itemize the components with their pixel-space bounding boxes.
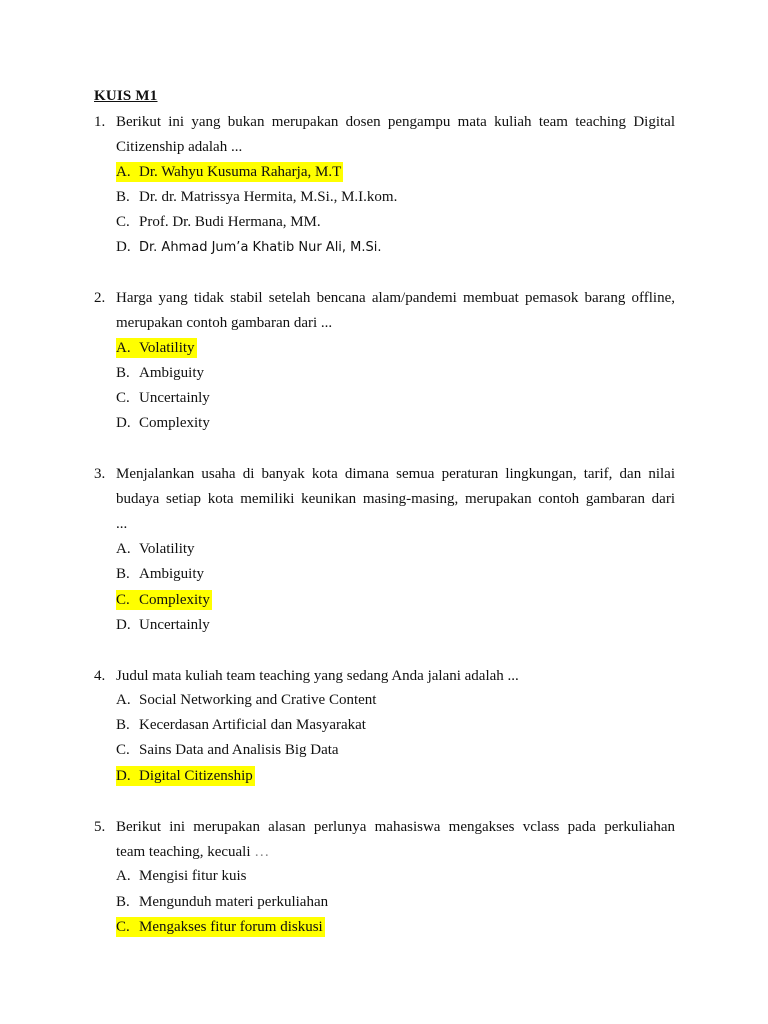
question-1-option-c	[116, 212, 321, 232]
question-5-text-line-2-main: team teaching, kecuali	[116, 844, 251, 860]
option-letter: D.	[116, 239, 131, 255]
question-4-option-b	[116, 715, 366, 735]
question-5-number: 5.	[94, 819, 106, 835]
question-5-option-c	[116, 917, 325, 937]
question-3-text-line-3: ...	[116, 516, 128, 532]
question-2-text-line-2: merupakan contoh gambaran dari ...	[116, 315, 333, 331]
question-1-option-b	[116, 187, 397, 207]
option-text: Complexity	[139, 415, 210, 431]
option-letter: A.	[116, 868, 131, 884]
option-letter: D.	[116, 415, 131, 431]
option-letter: A.	[116, 164, 131, 180]
question-2-text-line-1: Harga yang tidak stabil setelah bencana alam/pandemi membuat pemasok barang offline,	[116, 290, 675, 306]
option-text: Prof. Dr. Budi Hermana, MM.	[139, 214, 321, 230]
option-text: Sains Data and Analisis Big Data	[139, 742, 339, 758]
option-letter: C.	[116, 214, 130, 230]
option-letter: C.	[116, 919, 130, 935]
question-3-option-b	[116, 564, 204, 584]
option-text: Uncertainly	[139, 390, 210, 406]
option-letter: A.	[116, 692, 131, 708]
option-letter: B.	[116, 566, 130, 582]
question-2-option-a	[116, 338, 197, 358]
option-text: Dr. dr. Matrissya Hermita, M.Si., M.I.kom.	[139, 189, 398, 205]
option-letter: B.	[116, 189, 130, 205]
question-2-option-c	[116, 388, 210, 408]
question-1-text-line-1: Berikut ini yang bukan merupakan dosen pengampu mata kuliah team teaching Digital	[116, 114, 675, 130]
option-letter: D.	[116, 768, 131, 784]
question-1-option-a	[116, 162, 343, 182]
question-2-number: 2.	[94, 290, 106, 306]
option-letter: C.	[116, 592, 130, 608]
option-text: Ambiguity	[139, 566, 205, 582]
option-text: Digital Citizenship	[139, 768, 253, 784]
option-letter: C.	[116, 390, 130, 406]
question-4-number: 4.	[94, 668, 106, 684]
option-text: Dr. Ahmad Jum’a Khatib Nur Ali, M.Si.	[139, 240, 382, 255]
question-3-text-line-1: Menjalankan usaha di banyak kota dimana semua peraturan lingkungan, tarif, dan nilai	[116, 466, 675, 482]
question-2-option-d	[116, 413, 210, 433]
option-text: Ambiguity	[139, 365, 205, 381]
question-1-number: 1.	[94, 114, 106, 130]
option-letter: D.	[116, 617, 131, 633]
option-text: Dr. Wahyu Kusuma Raharja, M.T	[139, 164, 342, 180]
option-letter: B.	[116, 894, 130, 910]
option-letter: A.	[116, 340, 131, 356]
question-5-option-b	[116, 892, 328, 912]
question-3-option-c	[116, 590, 212, 610]
question-3-number: 3.	[94, 466, 106, 482]
option-text: Volatility	[139, 541, 195, 557]
option-letter: B.	[116, 365, 130, 381]
option-text: Mengunduh materi perkuliahan	[139, 894, 329, 910]
option-text: Social Networking and Crative Content	[139, 692, 377, 708]
question-4-option-c	[116, 740, 339, 760]
question-5-option-a	[116, 866, 247, 886]
option-text: Mengisi fitur kuis	[139, 868, 247, 884]
question-3-option-a	[116, 539, 195, 559]
option-letter: A.	[116, 541, 131, 557]
question-4-text-line-1: Judul mata kuliah team teaching yang sedang Anda jalani adalah ...	[116, 668, 519, 684]
question-5-text-line-2	[116, 842, 269, 862]
option-letter: C.	[116, 742, 130, 758]
option-text: Kecerdasan Artificial dan Masyarakat	[139, 717, 366, 733]
option-text: Uncertainly	[139, 617, 210, 633]
option-text: Volatility	[139, 340, 195, 356]
question-1-text-line-2: Citizenship adalah ...	[116, 139, 243, 155]
question-4-option-a	[116, 690, 376, 710]
option-letter: B.	[116, 717, 130, 733]
question-5-text-line-1: Berikut ini merupakan alasan perlunya mahasiswa mengakses vclass pada perkuliahan	[116, 819, 675, 835]
question-4-option-d	[116, 766, 255, 786]
option-text: Mengakses fitur forum diskusi	[139, 919, 323, 935]
question-1-option-d	[116, 237, 382, 258]
option-text: Complexity	[139, 592, 210, 608]
question-2-option-b	[116, 363, 204, 383]
question-5-ellipsis: …	[254, 844, 270, 860]
question-3-text-line-2: budaya setiap kota memiliki keunikan masing-masing, merupakan contoh gambaran dari	[116, 491, 675, 507]
document-title: KUIS M1	[94, 88, 158, 104]
question-3-option-d	[116, 615, 210, 635]
